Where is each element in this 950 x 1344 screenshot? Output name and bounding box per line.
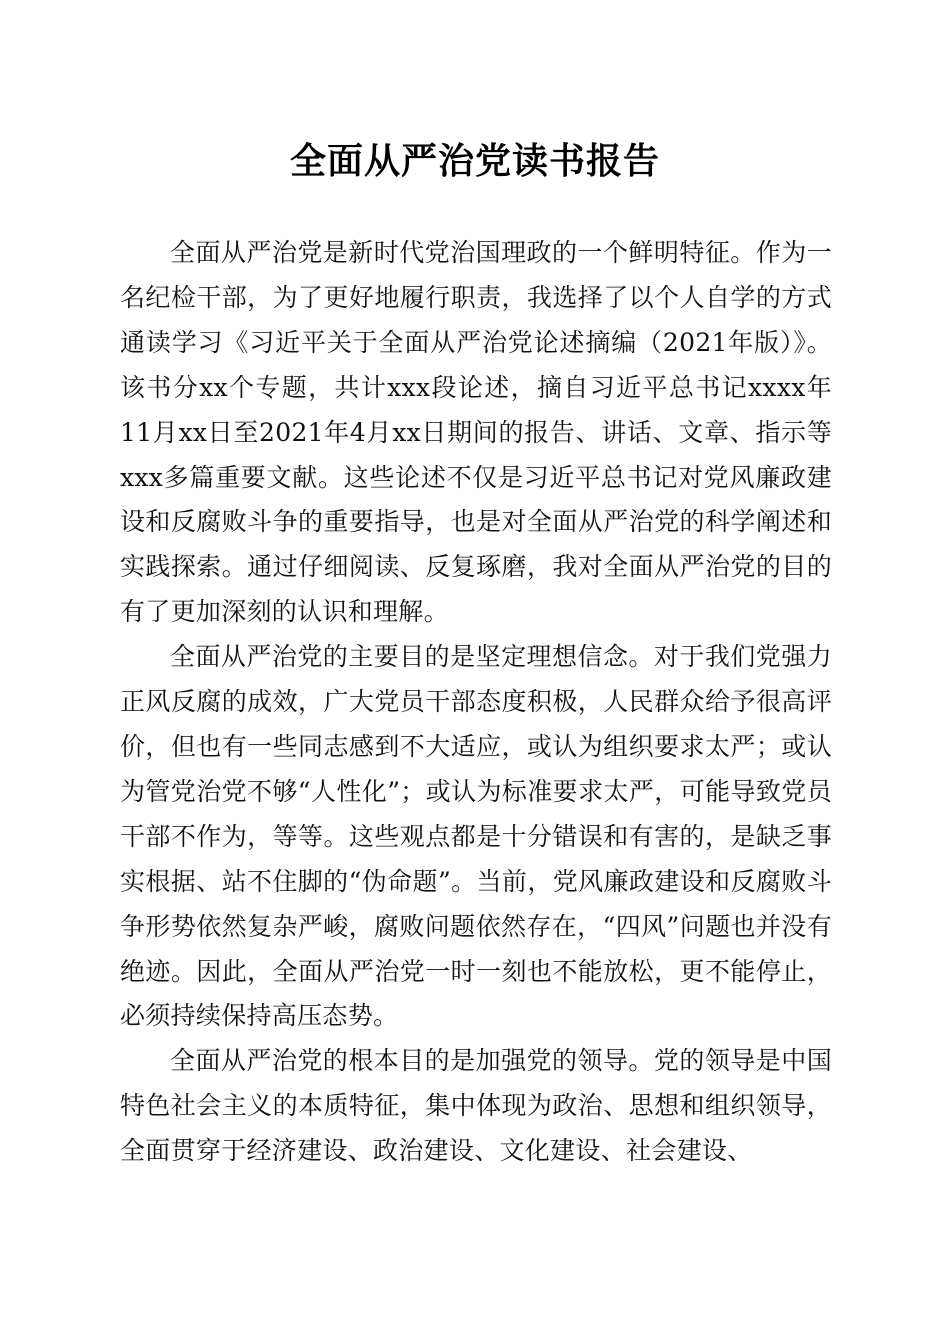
document-body bbox=[120, 231, 832, 1174]
paragraph: 全面从严治党的主要目的是坚定理想信念。对于我们党强力正风反腐的成效，广大党员干部态度积极，人民群众给予很高评价，但也有一些同志感到不大适应，或认为组织要求太严；或认为管党治党不够“人性化”；或认为标准要求太严，可能导致党员干部不作为，等等。这些观点都是十分错误和有害的，是缺乏事实根据、站不住脚的“伪命题”。当前，党风廉政建设和反腐败斗争形势依然复杂严峻，腐败问题依然存在，“四风”问题也并没有绝迹。因此，全面从严治党一时一刻也不能放松，更不能停止，必须持续保持高压态势。 bbox=[120, 642, 832, 1031]
paragraph: 全面从严治党是新时代党治国理政的一个鲜明特征。作为一名纪检干部，为了更好地履行职责，我选择了以个人自学的方式通读学习《习近平关于全面从严治党论述摘编（2021年版）》。该书分xx个专题，共计xxx段论述，摘自习近平总书记xxxx年11月xx日至2021年4月xx日期间的报告、讲话、文章、指示等xxx多篇重要文献。这些论述不仅是习近平总书记对党风廉政建设和反腐败斗争的重要指导，也是对全面从严治党的科学阐述和实践探索。通过仔细阅读、反复琢磨，我对全面从严治党的目的有了更加深刻的认识和理解。 bbox=[120, 238, 833, 627]
paragraph: 全面从严治党的根本目的是加强党的领导。党的领导是中国特色社会主义的本质特征，集中体现为政治、思想和组织领导，全面贯穿于经济建设、政治建设、文化建设、社会建设、 bbox=[120, 1046, 832, 1166]
document-title: 全面从严治党读书报告 bbox=[289, 140, 660, 182]
